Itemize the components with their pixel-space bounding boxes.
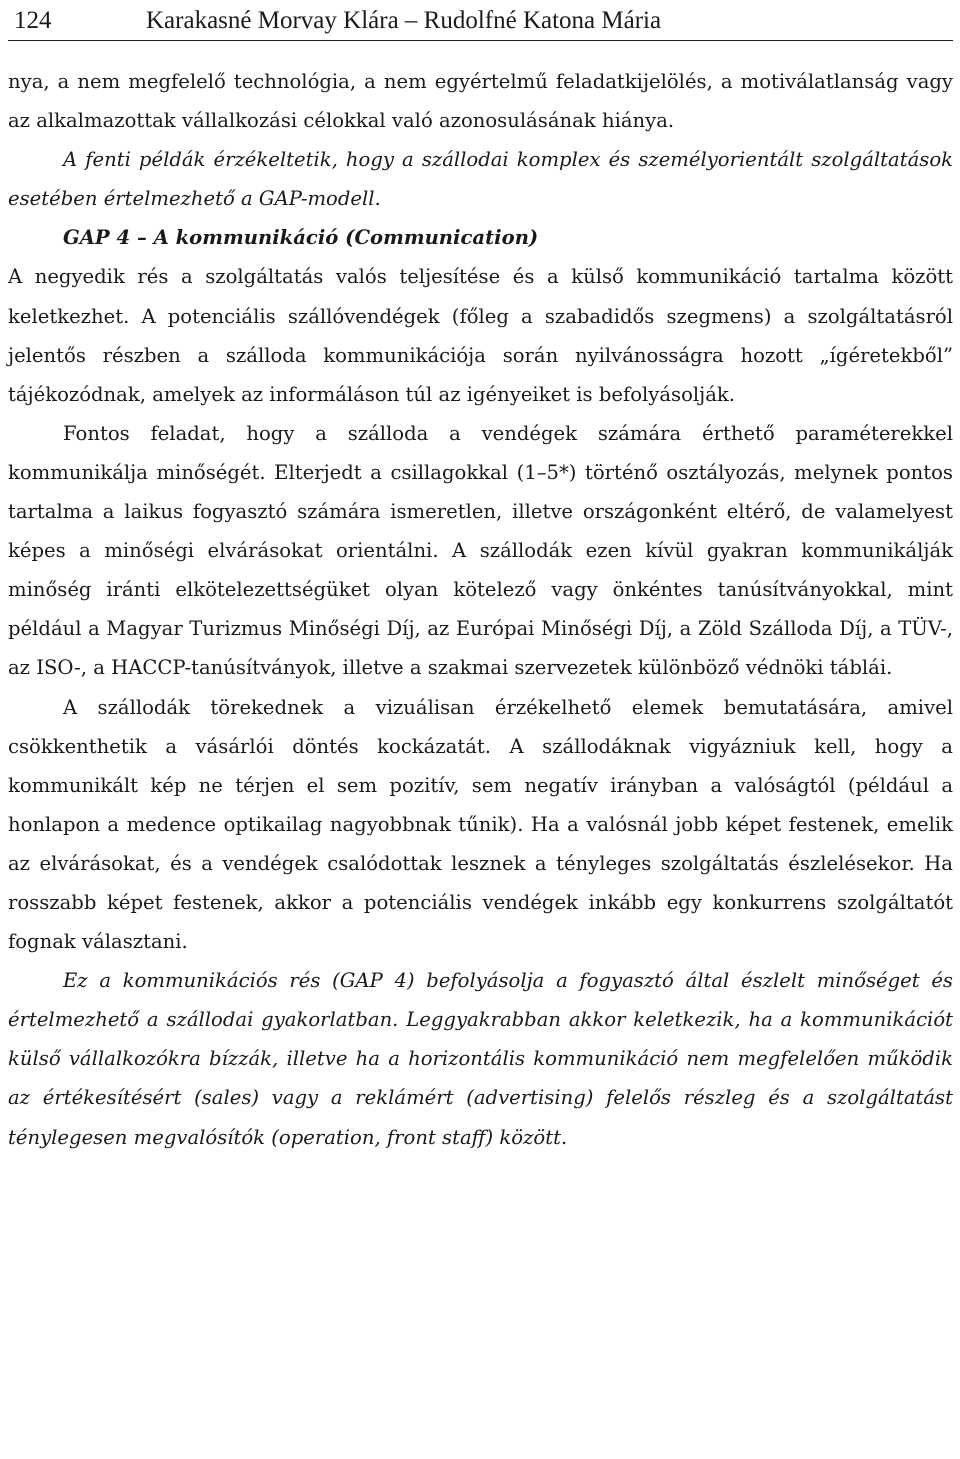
section-heading-gap4: GAP 4 – A kommunikáció (Communication): [63, 226, 539, 250]
paragraph-quality-communication: Fontos feladat, hogy a szálloda a vendégek számára érthető paraméterekkel kommunikálja minőségét. Elterjedt a csillagokkal (1–5*) történő osztályozás, melynek pontos tartalma a laikus fogyasztó számára ismeretlen, illetve országonként eltérő, de valamelyest képes a minőségi elvárásokat orientálni. A szállodák ezen kívül gyakran kommunikálják minőség iránti elkötelezettségüket olyan kötelező vagy önkéntes tanúsítványokkal, mint például a Magyar Turizmus Minőségi Díj, az Európai Minőségi Díj, a Zöld Szálloda Díj, a TÜV-, az ISO-, a HACCP-tanúsítványok, illetve a szakmai szervezetek különböző védnöki táblái.: [8, 421, 953, 680]
paragraph-gap4-conclusion: Ez a kommunikációs rés (GAP 4) befolyásolja a fogyasztó által észlelt minőséget és értelmezhető a szállodai gyakorlatban. Leggyakrabban akkor keletkezik, ha a kommunikációt külső vállalkozókra bízzák, illetve ha a horizontális kommunikáció nem megfelelően működik az értékesítésért (sales) vagy a reklámért (advertising) felelős részleg és a szolgáltatást ténylegesen megvalósítók (operation, front staff) között.: [8, 969, 953, 1149]
running-header: [8, 2, 953, 41]
body-text: [8, 62, 953, 1157]
header-authors: Karakasné Morvay Klára – Rudolfné Katona Mária: [146, 7, 662, 34]
book-page: [8, 0, 953, 1157]
page-number: 124: [14, 7, 52, 34]
paragraph-gap-model-summary: A fenti példák érzékeltetik, hogy a szállodai komplex és személyorientált szolgáltatások esetében értelmezhető a GAP-modell.: [8, 148, 953, 211]
paragraph-continuation: nya, a nem megfelelő technológia, a nem egyértelmű feladatkijelölés, a motiválatlanság vagy az alkalmazottak vállalkozási célokkal való azonosulásának hiánya.: [8, 70, 953, 133]
paragraph-gap4-definition: A negyedik rés a szolgáltatás valós teljesítése és a külső kommunikáció tartalma között keletkezhet. A potenciális szállóvendégek (főleg a szabadidős szegmens) a szolgáltatásról jelentős részben a szálloda kommunikációja során nyilvánosságra hozott „ígéretekből” tájékozódnak, amelyek az informáláson túl az igényeiket is befolyásolják.: [8, 265, 953, 406]
paragraph-visual-elements: A szállodák törekednek a vizuálisan érzékelhető elemek bemutatására, amivel csökkenthetik a vásárlói döntés kockázatát. A szállodáknak vigyázniuk kell, hogy a kommunikált kép ne térjen el sem pozitív, sem negatív irányban a valóságtól (például a honlapon a medence optikailag nagyobbnak tűnik). Ha a valósnál jobb képet festenek, emelik az elvárásokat, és a vendégek csalódottak lesznek a tényleges szolgáltatás észlelésekor. Ha rosszabb képet festenek, akkor a potenciális vendégek inkább egy konkurrens szolgáltatót fognak választani.: [8, 695, 953, 954]
